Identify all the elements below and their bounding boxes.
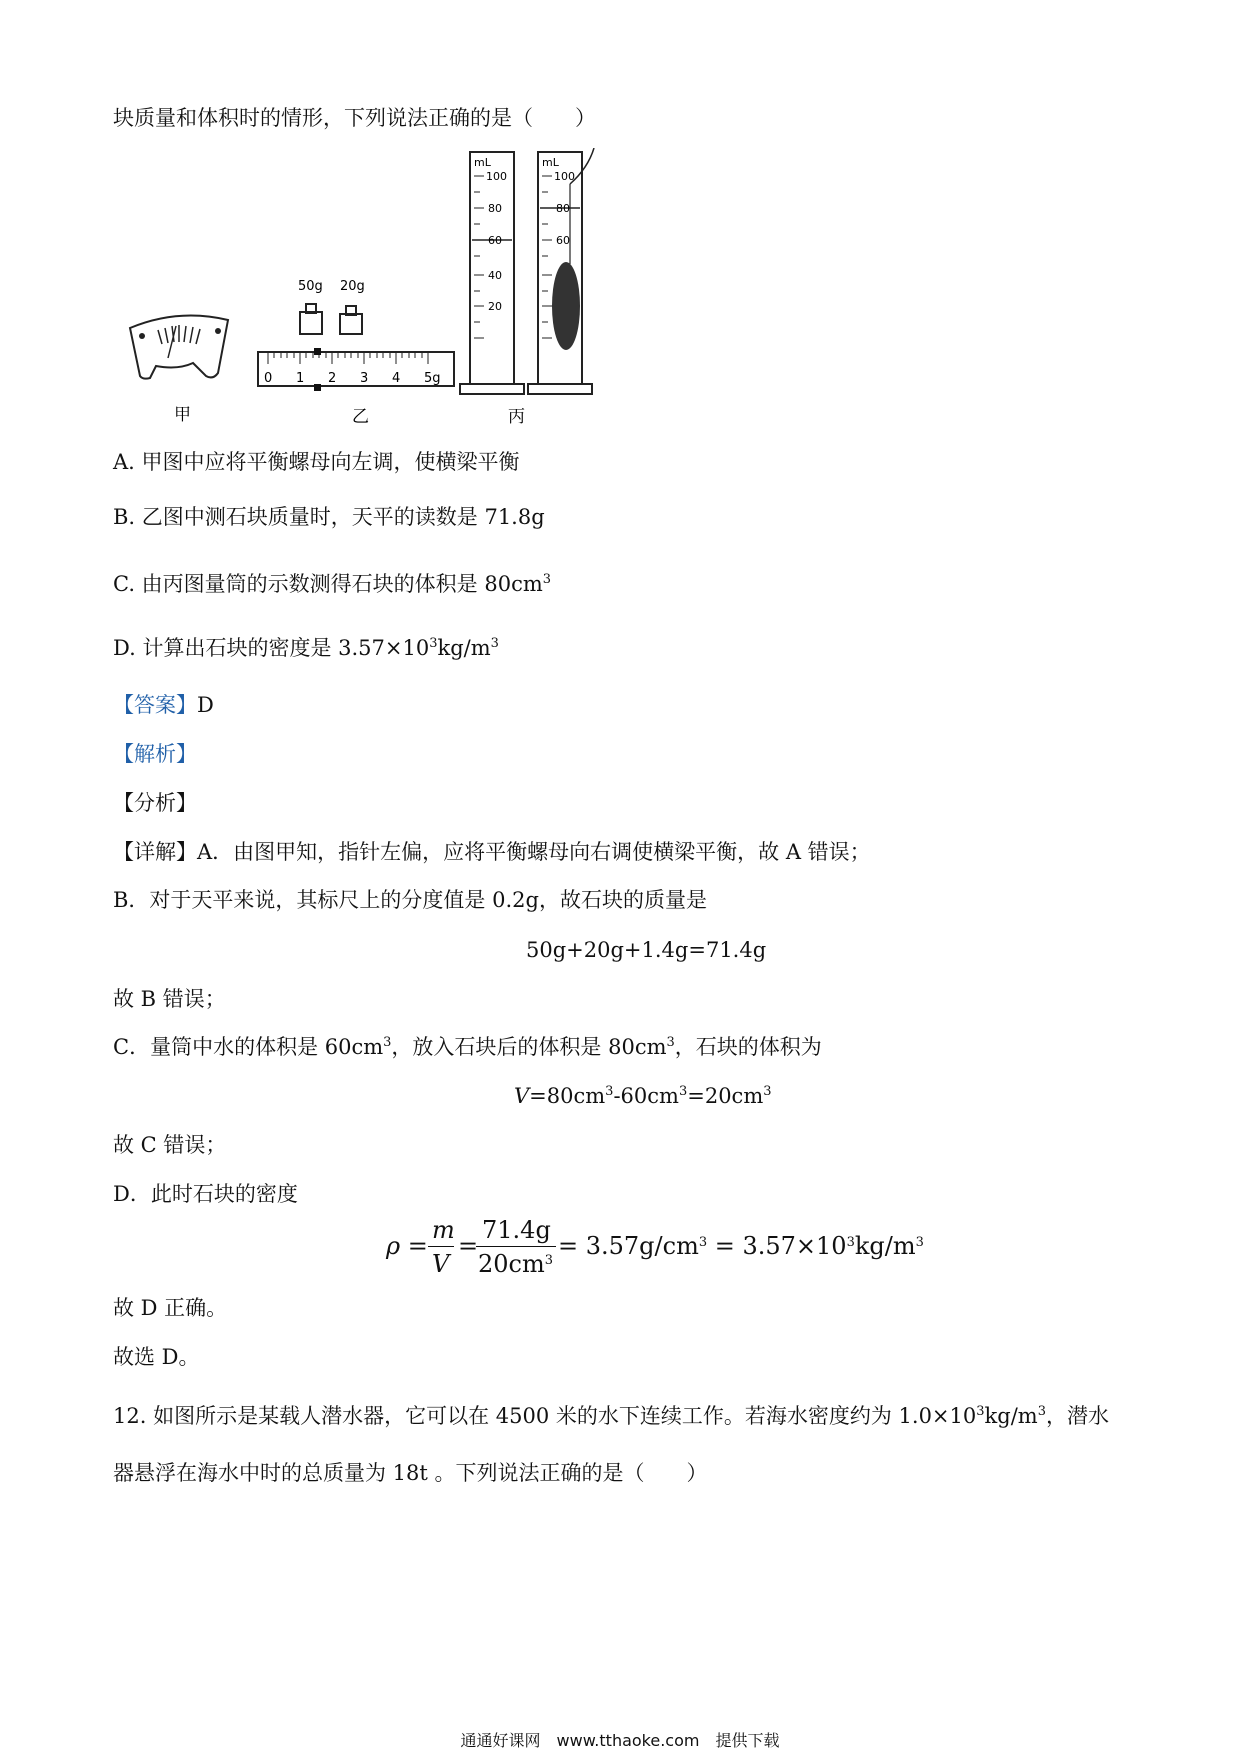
weight-20g xyxy=(340,314,362,334)
c-formula-sup-3: 3 xyxy=(763,1084,772,1099)
density-result xyxy=(558,1232,924,1260)
answer-tag: 【答案】 xyxy=(113,693,197,717)
frac-equals: = xyxy=(458,1232,479,1260)
cylinder2-tick-100: 100 xyxy=(554,170,575,183)
page-footer: 通通好课网 www.tthaoke.com 提供下载 xyxy=(460,1731,780,1750)
q12-text-b: kg/m xyxy=(984,1404,1038,1428)
option-d-sup-2: 3 xyxy=(490,636,499,651)
cylinder1-tick-100: 100 xyxy=(486,170,507,183)
figure-label-yi: 乙 xyxy=(352,407,369,427)
detail-tag: 【详解】 xyxy=(113,840,197,864)
question-12-line-1 xyxy=(113,1402,1109,1430)
weight-50g xyxy=(300,312,322,334)
density-result-3: kg/m xyxy=(854,1232,916,1260)
density-result-1: = 3.57g/cm xyxy=(558,1232,699,1260)
volume-symbol: V xyxy=(514,1084,530,1108)
measuring-cylinders-figure xyxy=(460,148,594,427)
cylinder1-tick-20: 20 xyxy=(488,300,502,313)
frac-v: V xyxy=(432,1250,450,1278)
figure-label-bing: 丙 xyxy=(508,407,525,427)
c-formula-sup-1: 3 xyxy=(605,1084,614,1099)
detail-c-formula xyxy=(514,1082,772,1110)
frac-m: m xyxy=(432,1216,455,1244)
frac-den xyxy=(478,1250,553,1278)
answer-line xyxy=(113,691,214,719)
ruler-tick-0: 0 xyxy=(264,371,273,386)
detail-c-text-1: C．量筒中水的体积是 60cm xyxy=(113,1035,384,1059)
ruler-tick-1: 1 xyxy=(296,371,305,386)
frac-den-sup: 3 xyxy=(544,1253,554,1268)
c-formula-part-3: =20cm xyxy=(687,1084,764,1108)
weights-ruler-figure xyxy=(258,279,454,427)
detail-c-sup-1: 3 xyxy=(383,1035,392,1050)
c-formula-part-1: =80cm xyxy=(529,1084,606,1108)
cylinder-water xyxy=(470,152,514,384)
frac-bar-1 xyxy=(428,1246,454,1247)
analysis-tag: 【解析】 xyxy=(113,742,197,766)
detail-c-sup-2: 3 xyxy=(666,1035,675,1050)
option-b: B. 乙图中测石块质量时，天平的读数是 71.8g xyxy=(113,505,545,529)
cylinder2-tick-60: 60 xyxy=(556,234,570,247)
density-sup-3: 3 xyxy=(915,1235,924,1250)
stone xyxy=(552,262,580,350)
option-c-sup: 3 xyxy=(542,572,552,587)
question-figure xyxy=(118,148,598,428)
cylinder-unit-1: mL xyxy=(474,156,491,169)
figure-label-jia: 甲 xyxy=(174,405,191,425)
detail-d-conclusion: 故 D 正确。 xyxy=(113,1296,228,1320)
detail-c-conclusion: 故 C 错误； xyxy=(113,1133,227,1157)
detail-b: B．对于天平来说，其标尺上的分度值是 0.2g，故石块的质量是 xyxy=(113,888,707,912)
option-a: A. 甲图中应将平衡螺母向左调，使横梁平衡 xyxy=(113,450,520,474)
detail-a-text: A．由图甲知，指针左偏，应将平衡螺母向右调使横梁平衡，故 A 错误； xyxy=(197,840,871,864)
detail-c-text-3: ，石块的体积为 xyxy=(674,1035,822,1059)
q12-text-c: ，潜水 xyxy=(1045,1404,1109,1428)
option-d-unit: kg/m xyxy=(437,636,491,660)
detail-c xyxy=(113,1033,822,1061)
ruler-tick-3: 3 xyxy=(360,371,369,386)
cylinder1-tick-80: 80 xyxy=(488,202,502,215)
c-formula-part-2: -60cm xyxy=(613,1084,679,1108)
density-sup-2: 3 xyxy=(846,1235,855,1250)
weight-label-20g: 20g xyxy=(340,279,365,294)
balance-dial-figure xyxy=(130,316,228,426)
fenxi-tag: 【分析】 xyxy=(113,791,197,815)
frac-den-text: 20cm xyxy=(478,1250,545,1278)
q12-sup-2: 3 xyxy=(1037,1404,1046,1419)
question-12-line-2: 器悬浮在海水中时的总质量为 18t 。下列说法正确的是（ ） xyxy=(113,1461,708,1485)
detail-b-formula: 50g+20g+1.4g=71.4g xyxy=(526,938,767,962)
option-d-sup-1: 3 xyxy=(429,636,438,651)
ruler-tick-2: 2 xyxy=(328,371,337,386)
option-c-text: C. 由丙图量筒的示数测得石块的体积是 80cm xyxy=(113,572,543,596)
frac-bar-2 xyxy=(476,1246,556,1247)
weight-label-50g: 50g xyxy=(298,279,323,294)
final-answer: 故选 D。 xyxy=(113,1345,200,1369)
cylinder1-tick-60: 60 xyxy=(488,234,502,247)
answer-value: D xyxy=(197,693,214,717)
ruler-tick-4: 4 xyxy=(392,371,401,386)
option-d-text: D. 计算出石块的密度是 3.57×10 xyxy=(113,636,430,660)
density-sup-1: 3 xyxy=(698,1235,708,1250)
cylinder2-tick-80: 80 xyxy=(556,202,570,215)
question-intro: 块质量和体积时的情形，下列说法正确的是（ ） xyxy=(113,106,596,130)
ruler-tick-5g: 5g xyxy=(424,371,441,386)
cylinder-unit-2: mL xyxy=(542,156,559,169)
rho-symbol: ρ = xyxy=(386,1232,428,1260)
detail-a xyxy=(113,838,871,866)
q12-sup-1: 3 xyxy=(976,1404,985,1419)
density-result-2: = 3.57×10 xyxy=(707,1232,847,1260)
detail-b-conclusion: 故 B 错误； xyxy=(113,987,226,1011)
detail-c-text-2: ，放入石块后的体积是 80cm xyxy=(391,1035,667,1059)
cylinder1-tick-40: 40 xyxy=(488,269,502,282)
option-d xyxy=(113,634,499,662)
frac-num: 71.4g xyxy=(482,1216,551,1244)
q12-text-a: 12. 如图所示是某载人潜水器，它可以在 4500 米的水下连续工作。若海水密度约为 1.0×10 xyxy=(113,1404,977,1428)
detail-d: D．此时石块的密度 xyxy=(113,1182,298,1206)
option-c xyxy=(113,570,551,598)
c-formula-sup-2: 3 xyxy=(678,1084,688,1099)
